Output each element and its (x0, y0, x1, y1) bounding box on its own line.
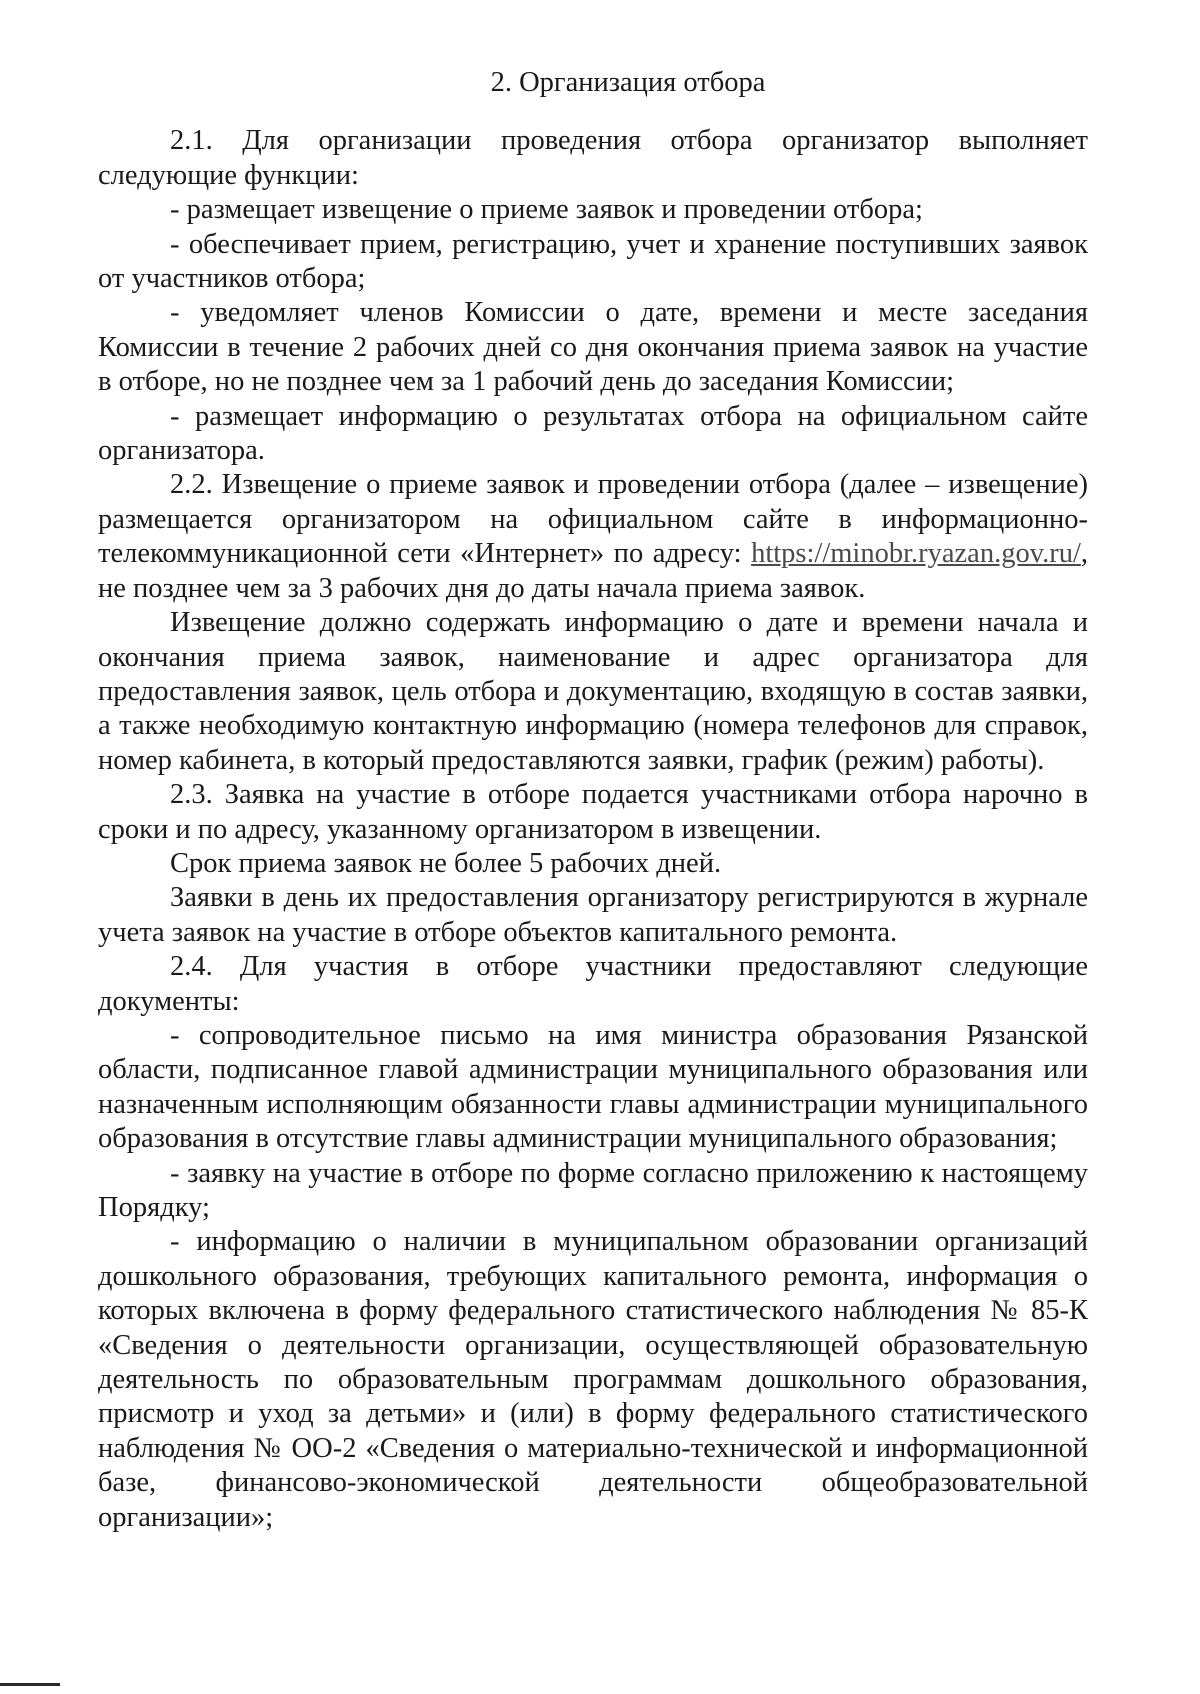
list-item-accept-applications: - обеспечивает прием, регистрацию, учет и хранение поступивших заявок от участников отбора; (98, 228, 1088, 295)
paragraph-2-2 (98, 468, 1088, 606)
list-item-notify-commission: - уведомляет членов Комиссии о дате, времени и месте заседания Комиссии в течение 2 рабочих дней со дня окончания приема заявок на участие в отборе, но не позднее чем за 1 рабочий день до заседания Комиссии; (98, 297, 1088, 398)
paragraph-application-period: Срок приема заявок не более 5 рабочих дней. (170, 847, 722, 879)
list-item-application-form: - заявку на участие в отборе по форме согласно приложению к настоящему Порядку; (98, 1157, 1088, 1223)
list-item-publish-results: - размещает информацию о результатах отбора на официальном сайте организатора. (98, 400, 1088, 467)
paragraph-2-2-text: 2.2. Извещение о приеме заявок и проведении отбора (далее – извещение) размещается организатором на официальном сайте в информационно-телекоммуникационной сети «Интернет» по адресу: (98, 469, 1088, 570)
ministry-website-link[interactable]: https://minobr.ryazan.gov.ru/ (751, 538, 1081, 570)
paragraph-2-2-tail: , не позднее чем за 3 рабочих дня до даты начала приема заявок. (98, 538, 1088, 604)
list-item-cover-letter: - сопроводительное письмо на имя министра образования Рязанской области, подписанное главой администрации муниципального образования или назначенным исполняющим обязанности главы администрации муниципального образования в отсутствие главы администрации муниципального образования; (98, 1019, 1088, 1155)
scan-edge-mark (0, 1683, 60, 1686)
paragraph-2-4: 2.4. Для участия в отборе участники предоставляют следующие документы: (98, 951, 1088, 1017)
paragraph-2-3: 2.3. Заявка на участие в отборе подается участниками отбора нарочно в сроки и по адресу, указанному организатором в извещении. (98, 779, 1088, 845)
paragraph-2-1: 2.1. Для организации проведения отбора организатор выполняет следующие функции: (98, 125, 1088, 191)
list-item-publish-notice: - размещает извещение о приеме заявок и проведении отбора; (170, 194, 923, 226)
list-item-organizations-info: - информацию о наличии в муниципальном образовании организаций дошкольного образования, требующих капитального ремонта, информация о которых включена в форму федерального статистического наблюдения № 85-К «Сведения о деятельности организации, осуществляющей образовательную деятельность по образовательным программам дошкольного образования, присмотр и уход за детьми» и (или) в форму федерального статистического наблюдения № ОО-2 «Сведения о материально-технической и информационной базе, финансово-экономической деятельности общеобразовательной организации»; (98, 1226, 1088, 1533)
document-body (98, 66, 1088, 1535)
paragraph-notice-contents: Извещение должно содержать информацию о дате и времени начала и окончания приема заявок, наименование и адрес организатора для предоставления заявок, цель отбора и документацию, входящую в состав заявки, а также необходимую контактную информацию (номера телефонов для справок, номер кабинета, в который предоставляются заявки, график (режим) работы). (98, 607, 1088, 776)
paragraph-registration: Заявки в день их предоставления организатору регистрируются в журнале учета заявок на участие в отборе объектов капитального ремонта. (98, 882, 1088, 948)
section-title: 2. Организация отбора (490, 67, 766, 98)
